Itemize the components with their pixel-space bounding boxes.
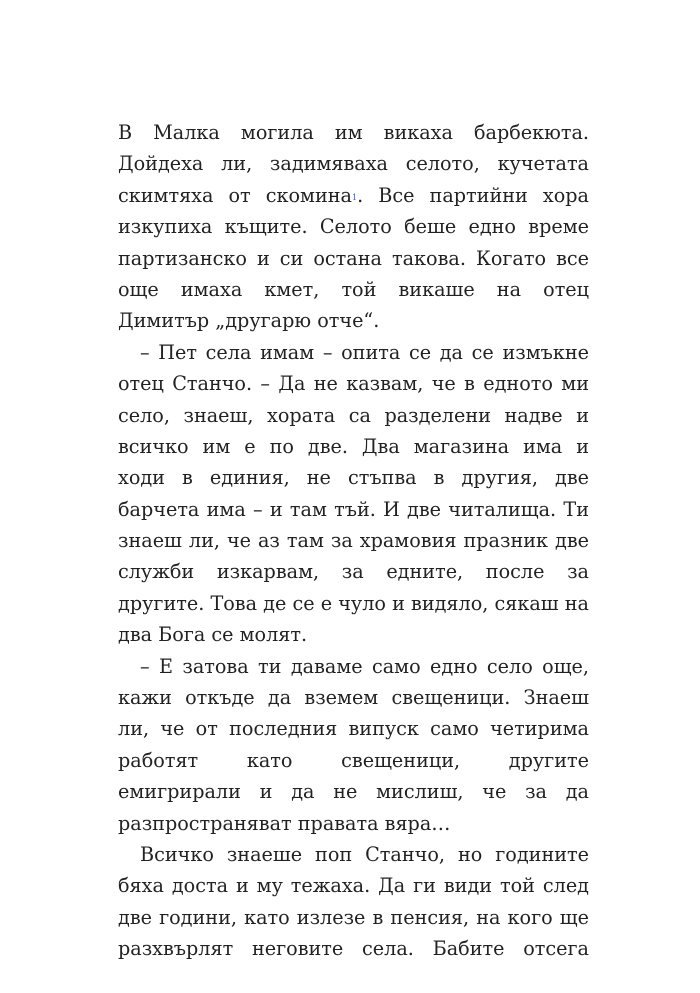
text-fragment: скимтяха от скомина	[118, 183, 352, 207]
text-line: В Малка могила им викаха барбекюта.	[118, 121, 589, 144]
text-line: Димитър „другарю отче“.	[118, 309, 380, 333]
text-line: емигрирали и да не мислиш, че за да	[118, 780, 589, 804]
text-line: бяха доста и му тежаха. Да ги види той след	[118, 874, 589, 898]
footnote-link[interactable]: 1	[351, 192, 358, 202]
text-line: другите. Това де се е чуло и видяло, сякаш на	[118, 591, 589, 615]
text-line: партизанско и си остана такова. Когато все	[118, 246, 589, 270]
text-line: знаеш ли, че аз там за храмовия празник две	[118, 529, 589, 553]
text-line: още имаха кмет, той викаше на отец	[118, 277, 589, 301]
paragraph-2	[118, 337, 589, 651]
text-line: разхвърлят неговите села. Бабите отсега	[118, 937, 589, 961]
text-line: – Е затова ти даваме само едно село още,	[140, 654, 589, 678]
text-line: Всичко знаеше поп Станчо, но годините	[140, 842, 589, 866]
text-line: разпространяват правата вяра…	[118, 811, 451, 835]
text-line	[118, 180, 589, 211]
text-line: два Бога се молят.	[118, 623, 308, 647]
text-line: отец Станчо. – Да не казвам, че в едното ми	[118, 372, 589, 396]
text-fragment: . Все партийни хора	[357, 183, 589, 207]
text-line: барчета има – и там тъй. И две читалища. Ти	[118, 497, 589, 521]
text-line: – Пет села имам – опита се да се измъкне	[140, 340, 589, 364]
text-line: ли, че от последния випуск само четирима	[118, 717, 589, 741]
text-line: кажи откъде да вземем свещеници. Знаеш	[118, 686, 589, 710]
text-line: село, знаеш, хората са разделени надве и	[118, 403, 589, 427]
book-page	[118, 117, 589, 965]
text-line: ходи в единия, не стъпва в другия, две	[118, 466, 589, 490]
paragraph-3	[118, 651, 589, 839]
text-line: всичко им е по две. Два магазина има и	[118, 434, 589, 458]
text-line: две години, като излезе в пенсия, на кого ще	[118, 905, 589, 929]
paragraph-1	[118, 117, 589, 337]
text-line: работят като свещеници, другите	[118, 748, 589, 772]
text-line: служби изкарвам, за едните, после за	[118, 560, 589, 584]
text-line: Дойдеха ли, задимяваха селото, кучетата	[118, 152, 589, 176]
text-line: изкупиха къщите. Селото беше едно време	[118, 215, 589, 239]
paragraph-4	[118, 839, 589, 965]
